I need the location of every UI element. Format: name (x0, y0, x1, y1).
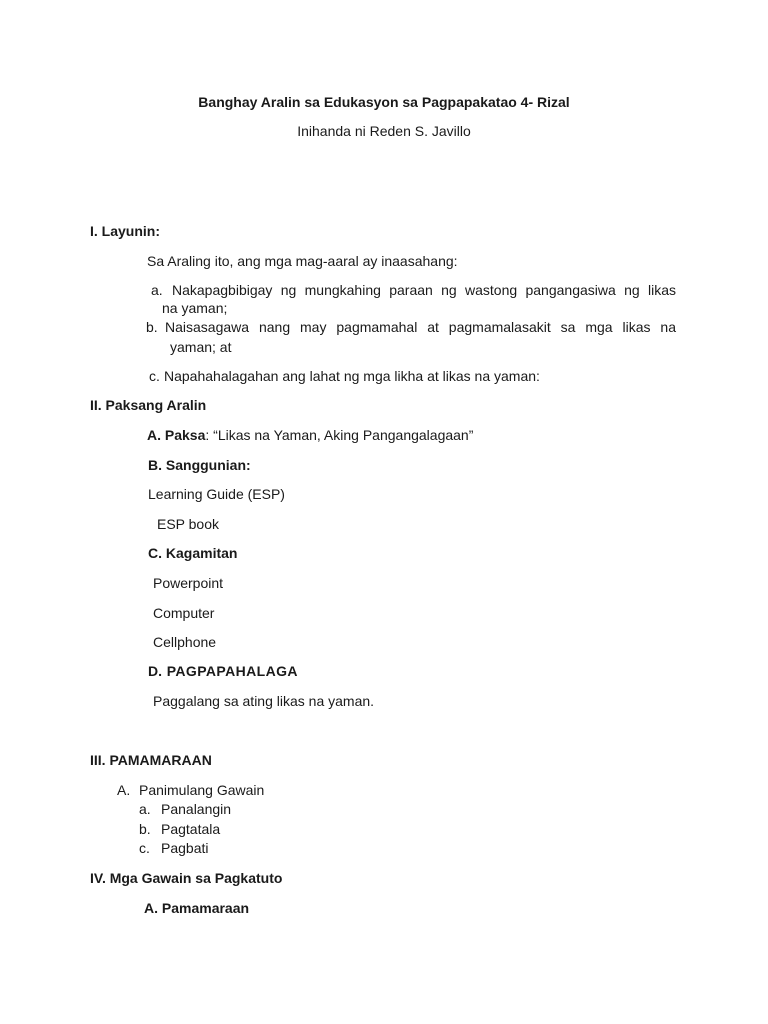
gawain-pamamaraan-heading: A. Pamamaraan (144, 900, 250, 916)
layunin-item-text: Naisasagawa nang may pagmamahal at pagmamalasakit sa mga likas na (165, 319, 676, 335)
kagamitan-item: Computer (153, 605, 215, 621)
list-marker: a. (139, 801, 151, 817)
sanggunian-item: ESP book (157, 516, 220, 532)
list-marker: b. (146, 319, 158, 335)
list-marker: b. (139, 821, 151, 837)
kagamitan-heading: C. Kagamitan (148, 545, 238, 561)
kagamitan-item: Cellphone (153, 634, 217, 650)
sanggunian-item: Learning Guide (ESP) (148, 486, 285, 502)
layunin-item-text: Nakapagbibigay ng mungkahing paraan ng wastong pangangasiwa ng likas (172, 282, 676, 298)
panimulang-gawain-heading: Panimulang Gawain (139, 782, 265, 798)
pagpapahalaga-letter: D (148, 663, 159, 679)
pagpapahalaga-title: . PAGPAPAHALAGA (158, 663, 298, 679)
pamamaraan-item-text: Pagtatala (161, 821, 221, 837)
section-pamamaraan-heading: III. PAMAMARAAN (90, 752, 212, 768)
list-marker: a. (151, 282, 163, 298)
paksa-line (147, 426, 473, 444)
list-marker: c. (139, 840, 150, 856)
pamamaraan-item-text: Panalangin (161, 801, 232, 817)
document-author: Inihanda ni Reden S. Javillo (297, 123, 471, 139)
list-marker: A. (117, 782, 131, 798)
layunin-item-text-continued: na yaman; (162, 300, 228, 316)
section-layunin-heading: I. Layunin: (90, 223, 160, 239)
layunin-item-text: Napahahalagahan ang lahat ng mga likha at likas na yaman: (164, 368, 540, 384)
pagpapahalaga-text: Paggalang sa ating likas na yaman. (153, 693, 375, 709)
section-paksang-aralin-heading: II. Paksang Aralin (90, 397, 207, 413)
list-marker: c. (149, 368, 160, 384)
section-gawain-heading: IV. Mga Gawain sa Pagkatuto (90, 870, 283, 886)
paksa-label: A. Paksa (147, 427, 206, 443)
layunin-intro: Sa Araling ito, ang mga mag-aaral ay inaasahang: (147, 253, 458, 269)
kagamitan-item: Powerpoint (153, 575, 224, 591)
pamamaraan-item-text: Pagbati (161, 840, 209, 856)
paksa-value: : “Likas na Yaman, Aking Pangangalagaan” (205, 427, 474, 443)
pagpapahalaga-heading (148, 662, 298, 680)
sanggunian-heading: B. Sanggunian: (148, 457, 251, 473)
layunin-item-text-continued: yaman; at (170, 339, 232, 355)
document-title: Banghay Aralin sa Edukasyon sa Pagpapakatao 4- Rizal (198, 94, 570, 110)
